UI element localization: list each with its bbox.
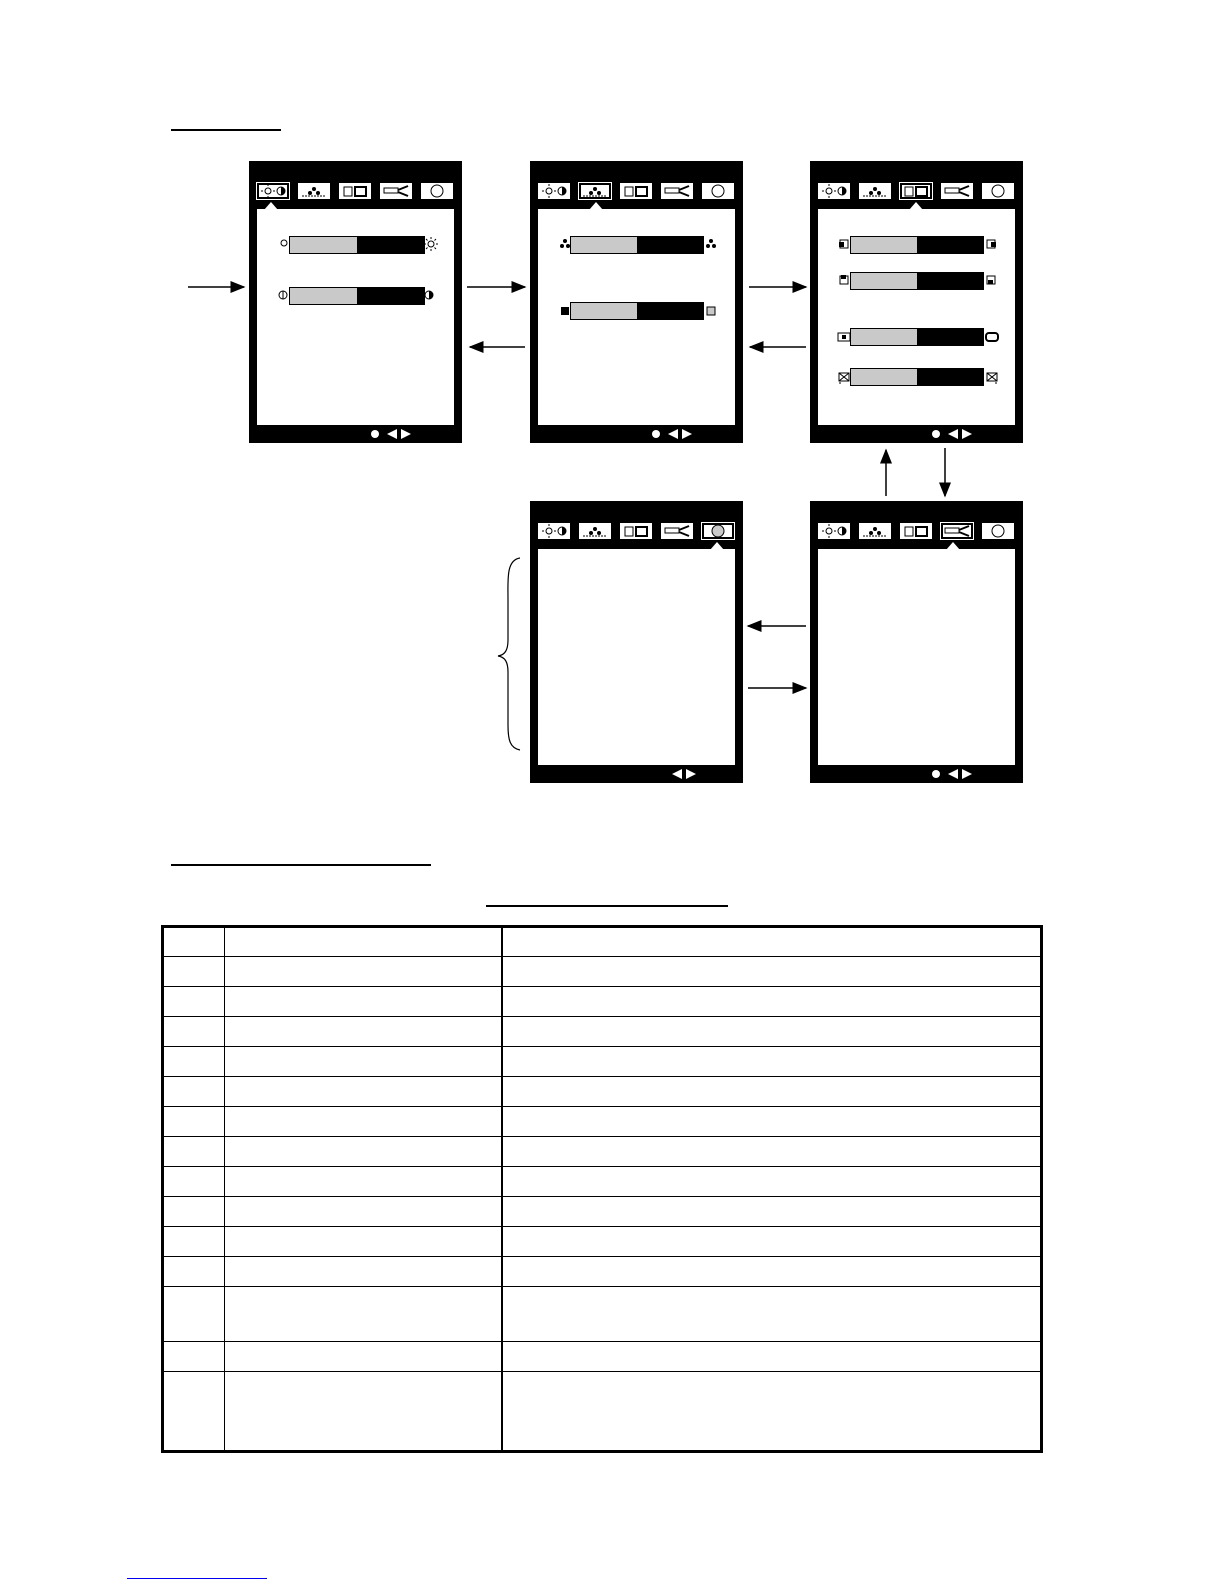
tab-color[interactable] bbox=[579, 523, 611, 539]
table-header-row bbox=[163, 927, 1042, 957]
spec-table bbox=[161, 925, 1043, 1453]
tab-geometry[interactable] bbox=[620, 523, 652, 539]
osd-screen-color bbox=[530, 161, 743, 443]
tab-color[interactable] bbox=[298, 183, 330, 199]
table-row bbox=[163, 1342, 1042, 1372]
tab-exit[interactable] bbox=[702, 523, 734, 539]
dim-icon bbox=[279, 238, 289, 248]
table-row bbox=[163, 1372, 1042, 1452]
color-dots-icon bbox=[705, 238, 717, 250]
tab-brightness-contrast[interactable] bbox=[538, 523, 570, 539]
nav-controls bbox=[369, 428, 421, 440]
tab-brightness-contrast[interactable] bbox=[818, 523, 850, 539]
color-slider-2[interactable] bbox=[570, 302, 704, 320]
table-row bbox=[163, 1077, 1042, 1107]
pincushion-icon bbox=[985, 371, 999, 385]
nav-controls bbox=[930, 768, 982, 780]
osd-screen-geometry bbox=[810, 161, 1023, 443]
osd-screen-brightness-contrast bbox=[249, 161, 462, 443]
h-size-icon bbox=[837, 331, 851, 343]
h-size-icon bbox=[985, 331, 999, 343]
table-row bbox=[163, 1137, 1042, 1167]
black-square-icon bbox=[560, 306, 570, 316]
osd-screen-exit bbox=[530, 501, 743, 783]
h-position-icon bbox=[985, 238, 997, 250]
contrast-slider-fill bbox=[290, 288, 358, 304]
h-position-slider[interactable] bbox=[850, 236, 984, 254]
tab-geometry[interactable] bbox=[339, 183, 371, 199]
h-position-icon bbox=[838, 238, 850, 250]
table-row bbox=[163, 987, 1042, 1017]
v-position-icon bbox=[985, 274, 997, 286]
tab-exit[interactable] bbox=[982, 183, 1014, 199]
tab-geometry[interactable] bbox=[900, 523, 932, 539]
sun-icon bbox=[423, 236, 439, 252]
table-row bbox=[163, 1107, 1042, 1137]
tab-brightness-contrast[interactable] bbox=[538, 183, 570, 199]
tab-tools[interactable] bbox=[941, 523, 973, 539]
osd-screen-tools bbox=[810, 501, 1023, 783]
v-position-slider-fill bbox=[851, 273, 918, 289]
tab-tools[interactable] bbox=[941, 183, 973, 199]
contrast-slider[interactable] bbox=[289, 287, 425, 305]
tab-exit[interactable] bbox=[702, 183, 734, 199]
color-slider-1-fill bbox=[571, 237, 638, 253]
brace bbox=[498, 558, 520, 750]
tab-tools[interactable] bbox=[661, 523, 693, 539]
table-row bbox=[163, 1017, 1042, 1047]
table-row bbox=[163, 1047, 1042, 1077]
v-position-icon bbox=[838, 274, 850, 286]
color-slider-1[interactable] bbox=[570, 236, 704, 254]
tab-exit[interactable] bbox=[982, 523, 1014, 539]
low-contrast-icon bbox=[277, 289, 289, 301]
pincushion-icon bbox=[837, 371, 851, 385]
tab-color[interactable] bbox=[859, 523, 891, 539]
tab-geometry[interactable] bbox=[620, 183, 652, 199]
tab-tools[interactable] bbox=[380, 183, 412, 199]
nav-controls bbox=[650, 428, 702, 440]
v-position-slider[interactable] bbox=[850, 272, 984, 290]
tab-color[interactable] bbox=[579, 183, 611, 199]
tab-geometry[interactable] bbox=[900, 183, 932, 199]
footer-link-underline[interactable] bbox=[127, 1578, 267, 1579]
high-contrast-icon bbox=[423, 289, 435, 301]
table-row bbox=[163, 1287, 1042, 1342]
nav-controls bbox=[930, 428, 982, 440]
table-row bbox=[163, 957, 1042, 987]
nav-controls bbox=[666, 768, 706, 780]
brightness-slider[interactable] bbox=[289, 236, 425, 254]
tab-tools[interactable] bbox=[661, 183, 693, 199]
tab-brightness-contrast[interactable] bbox=[818, 183, 850, 199]
color-slider-2-fill bbox=[571, 303, 638, 319]
h-position-slider-fill bbox=[851, 237, 918, 253]
brightness-slider-fill bbox=[290, 237, 358, 253]
pincushion-slider-fill bbox=[851, 369, 918, 385]
table-row bbox=[163, 1167, 1042, 1197]
hollow-square-icon bbox=[706, 306, 716, 316]
pincushion-slider[interactable] bbox=[850, 368, 984, 386]
table-row bbox=[163, 1257, 1042, 1287]
table-row bbox=[163, 1227, 1042, 1257]
tab-brightness-contrast[interactable] bbox=[257, 183, 289, 199]
table-row bbox=[163, 1197, 1042, 1227]
h-size-slider-fill bbox=[851, 329, 918, 345]
tab-color[interactable] bbox=[859, 183, 891, 199]
h-size-slider[interactable] bbox=[850, 328, 984, 346]
tab-exit[interactable] bbox=[421, 183, 453, 199]
